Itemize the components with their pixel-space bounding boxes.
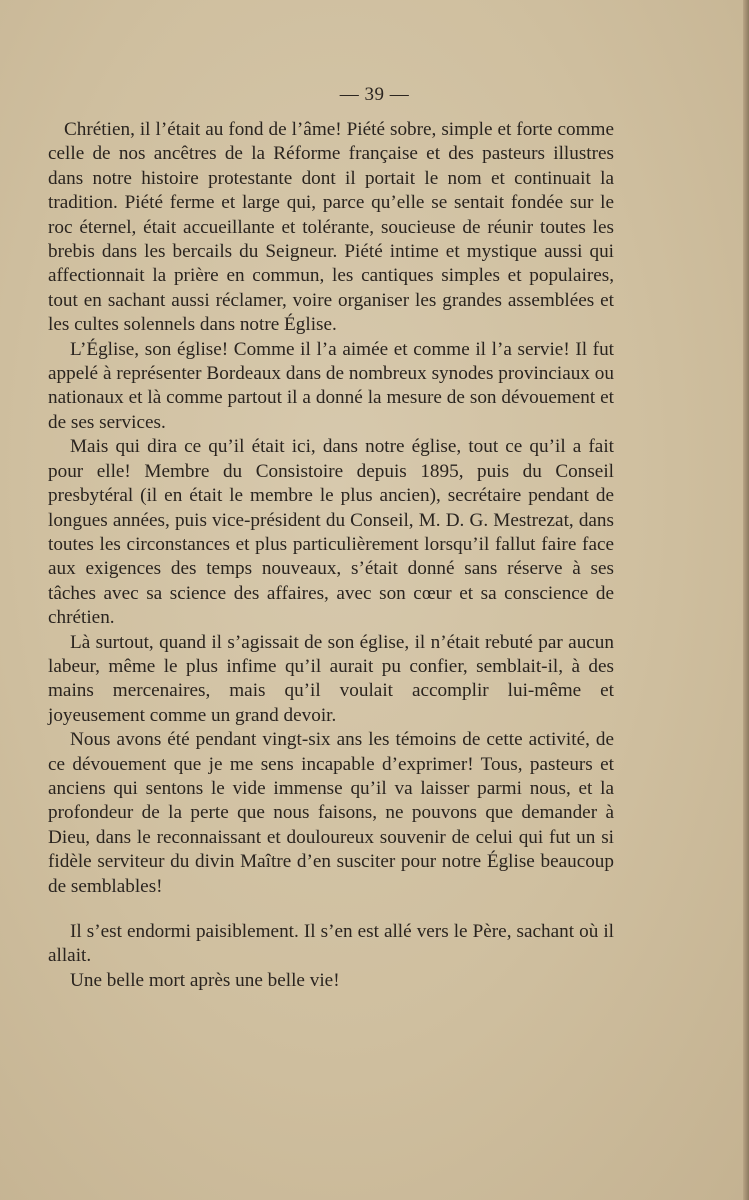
paragraph-3: Mais qui dira ce qu’il était ici, dans notre église, tout ce qu’il a fait pour elle! Membre du Consistoire depuis 1895, puis du Conseil presbytéral (il en était le membre le plus ancien), secrétaire pendant de longues années, puis vice-président du Conseil, M. D. G. Mestrezat, dans toutes les circonstances et plus particulièrement lorsqu’il fallut faire face aux exigences des temps nouveaux, s’était donné sans réserve à ses tâches avec sa science des affaires, avec son cœur et sa conscience de chrétien.: [48, 436, 614, 629]
paragraph-4: Là surtout, quand il s’agissait de son église, il n’était rebuté par aucun labeur, même le plus infime qu’il aurait pu confier, semblait-il, à des mains mercenaires, mais qu’il voulait accomplir lui-même et joyeusement comme un grand devoir.: [48, 631, 614, 726]
body-text: [48, 118, 614, 993]
paragraph-5: Nous avons été pendant vingt-six ans les témoins de cette activité, de ce dévouement que je me sens incapable d’exprimer! Tous, pasteurs et anciens qui sentons le vide immense qu’il va laisser parmi nous, et la profondeur de la perte que nous faisons, ne pouvons que demander à Dieu, dans le reconnaissant et douloureux souvenir de celui qui fut un si fidèle serviteur du divin Maître d’en susciter pour notre Église beaucoup de semblables!: [48, 729, 614, 897]
page-edge: [743, 0, 749, 1200]
paragraph-1: Chrétien, il l’était au fond de l’âme! Piété sobre, simple et forte comme celle de nos ancêtres de la Réforme française et des pasteurs illustres dans notre histoire protestante dont il portait le nom et continuait la tradition. Piété ferme et large qui, parce qu’elle se sentait fondée sur le roc éternel, était accueillante et tolérante, soucieuse de réunir toutes les brebis dans les bercails du Seigneur. Piété intime et mystique aussi qui affectionnait la prière en commun, les cantiques simples et populaires, tout en sachant aussi réclamer, voire organiser les grandes assemblées et les cultes solennels dans notre Église.: [48, 119, 614, 336]
paragraph-2: L’Église, son église! Comme il l’a aimée et comme il l’a servie! Il fut appelé à représenter Bordeaux dans de nombreux synodes provinciaux ou nationaux et là comme partout il a donné la mesure de son dévouement et de ses services.: [48, 338, 614, 433]
closing-paragraph-1: Il s’est endormi paisiblement. Il s’en est allé vers le Père, sachant où il allait.: [48, 921, 614, 967]
section-gap: [48, 899, 614, 920]
closing-paragraph-2: Une belle mort après une belle vie!: [70, 969, 340, 991]
page-number: — 39 —: [339, 84, 410, 105]
